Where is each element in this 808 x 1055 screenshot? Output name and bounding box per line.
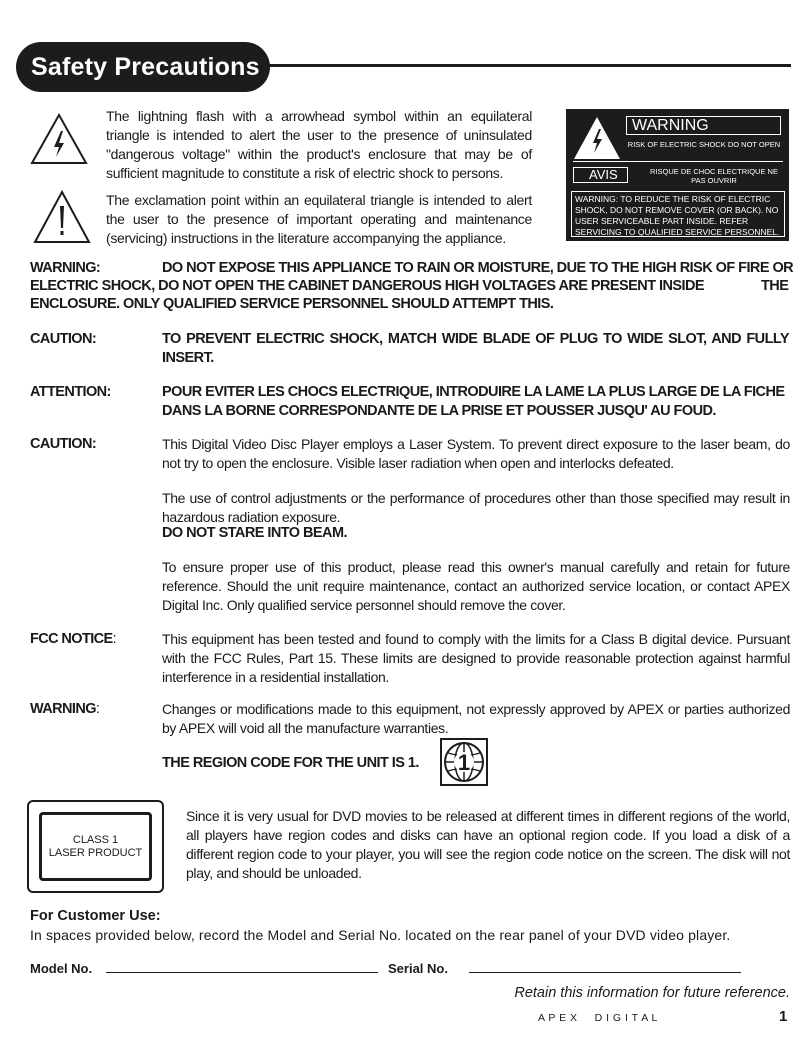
warning-mod-text: Changes or modifications made to this equipment, not expressly approved by APEX or parties authorized by APEX will void all the manufacture warranties. (162, 701, 790, 736)
model-label: Model No. (30, 961, 93, 976)
retain-note: Retain this information for future reference. (514, 985, 790, 1001)
warning-label-risk-en: RISK OF ELECTRIC SHOCK DO NOT OPEN (627, 140, 781, 149)
warning-label-heading: WARNING (626, 116, 781, 135)
warning-label-risk-fr: RISQUE DE CHOC ELECTRIQUE NE PAS OUVRIR (650, 167, 778, 185)
fcc-text: This equipment has been tested and found to comply with the limits for a Class B digital device. Pursuant with the FCC Rules, Part 15. These limits are designed to provide reasonable protection against harmful interference in a residential installation. (162, 631, 790, 685)
customer-heading: For Customer Use: (30, 908, 161, 924)
warning-line-2: ELECTRIC SHOCK, DO NOT OPEN THE CABINET DANGEROUS HIGH VOLTAGES ARE PRESENT INSIDE (30, 278, 705, 294)
lightning-description: The lightning flash with a arrowhead symbol within an equilateral triangle is intended to alert the user to the presence of uninsulated "dangerous voltage" within the product's enclosure that may be of sufficient magnitude to constitute a risk of electric shock to persons. (106, 108, 532, 181)
caution-plug-text: TO PREVENT ELECTRIC SHOCK, MATCH WIDE BLADE OF PLUG TO WIDE SLOT, AND FULLY INSERT. (162, 331, 789, 366)
caution-laser-label: CAUTION: (30, 436, 97, 452)
title-rule (266, 64, 791, 67)
lightning-triangle-icon (572, 115, 622, 166)
owner-manual-text: To ensure proper use of this product, please read this owner's manual carefully and retain for future reference. Should the unit require maintenance, contact an authorized service location, or contact APEX Digital Inc. Only qualified service personnel should remove the cover. (162, 559, 790, 613)
attention-label: ATTENTION: (30, 384, 111, 400)
region-number: 1 (457, 750, 471, 775)
region-info-text: Since it is very usual for DVD movies to be released at different times in different regions of the world, all players have region codes and disks can have an optional region code. If you load a disk of a different region code to your player, you will see the region code notice on the screen. The disk will not play, and should be unloaded. (186, 808, 790, 881)
warning-label-notice: WARNING: TO REDUCE THE RISK OF ELECTRIC SHOCK, DO NOT REMOVE COVER (OR BACK). NO USER SERVICEABLE PART INSIDE. REFER SERVICING TO QUALIFIED SERVICE PERSONNEL. (571, 191, 785, 237)
caution-laser-text: This Digital Video Disc Player employs a Laser System. To prevent direct exposure to the laser beam, do not try to open the enclosure. Visible laser radiation when open and interlocks defeated. (162, 436, 790, 471)
customer-text: In spaces provided below, record the Model and Serial No. located on the rear panel of your DVD video player. (30, 927, 731, 943)
caution-label: CAUTION: (30, 331, 97, 347)
region-code-text: THE REGION CODE FOR THE UNIT IS 1. (162, 755, 419, 771)
laser-class: CLASS 1 (72, 834, 119, 846)
serial-label: Serial No. (388, 961, 448, 976)
lightning-triangle-icon (30, 113, 88, 165)
stare-warning: DO NOT STARE INTO BEAM. (162, 525, 347, 541)
page-title: Safety Precautions (16, 42, 270, 92)
warning-line-2-end: THE (761, 278, 789, 294)
fcc-label: FCC NOTICE: (30, 631, 117, 647)
attention-text: POUR EVITER LES CHOCS ELECTRIQUE, INTRODUIRE LA LAME LA PLUS LARGE DE LA FICHE DANS LA BORNE CORRESPONDANTE DE LA PRISE ET POUSSER JUSQU' AU FOUD. (162, 384, 785, 419)
warning-label-avis: AVIS (573, 167, 628, 183)
warning-line-3: ENCLOSURE. ONLY QUALIFIED SERVICE PERSONNEL SHOULD ATTEMPT THIS. (30, 296, 554, 312)
page-number: 1 (779, 1008, 788, 1025)
exclamation-triangle-icon (33, 190, 91, 244)
laser-product-label (27, 800, 164, 893)
model-field[interactable] (106, 972, 378, 973)
exclamation-description: The exclamation point within an equilateral triangle is intended to alert the user to the presence of important operating and maintenance (servicing) instructions in the literature accompanying the appliance. (106, 192, 532, 246)
warning-line-1: DO NOT EXPOSE THIS APPLIANCE TO RAIN OR MOISTURE, DUE TO THE HIGH RISK OF FIRE OR (162, 260, 794, 276)
divider (573, 161, 783, 162)
warning-label (566, 109, 789, 241)
warning-label-text: WARNING: (30, 260, 101, 276)
laser-product: LASER PRODUCT (48, 847, 143, 859)
serial-field[interactable] (469, 972, 741, 973)
region-globe-icon (440, 738, 488, 786)
warning-mod-label: WARNING: (30, 701, 100, 717)
footer-brand: A P E X D I G I T A L (538, 1012, 658, 1024)
caution-controls-text: The use of control adjustments or the performance of procedures other than those specified may result in hazardous radiation exposure. (162, 490, 790, 525)
